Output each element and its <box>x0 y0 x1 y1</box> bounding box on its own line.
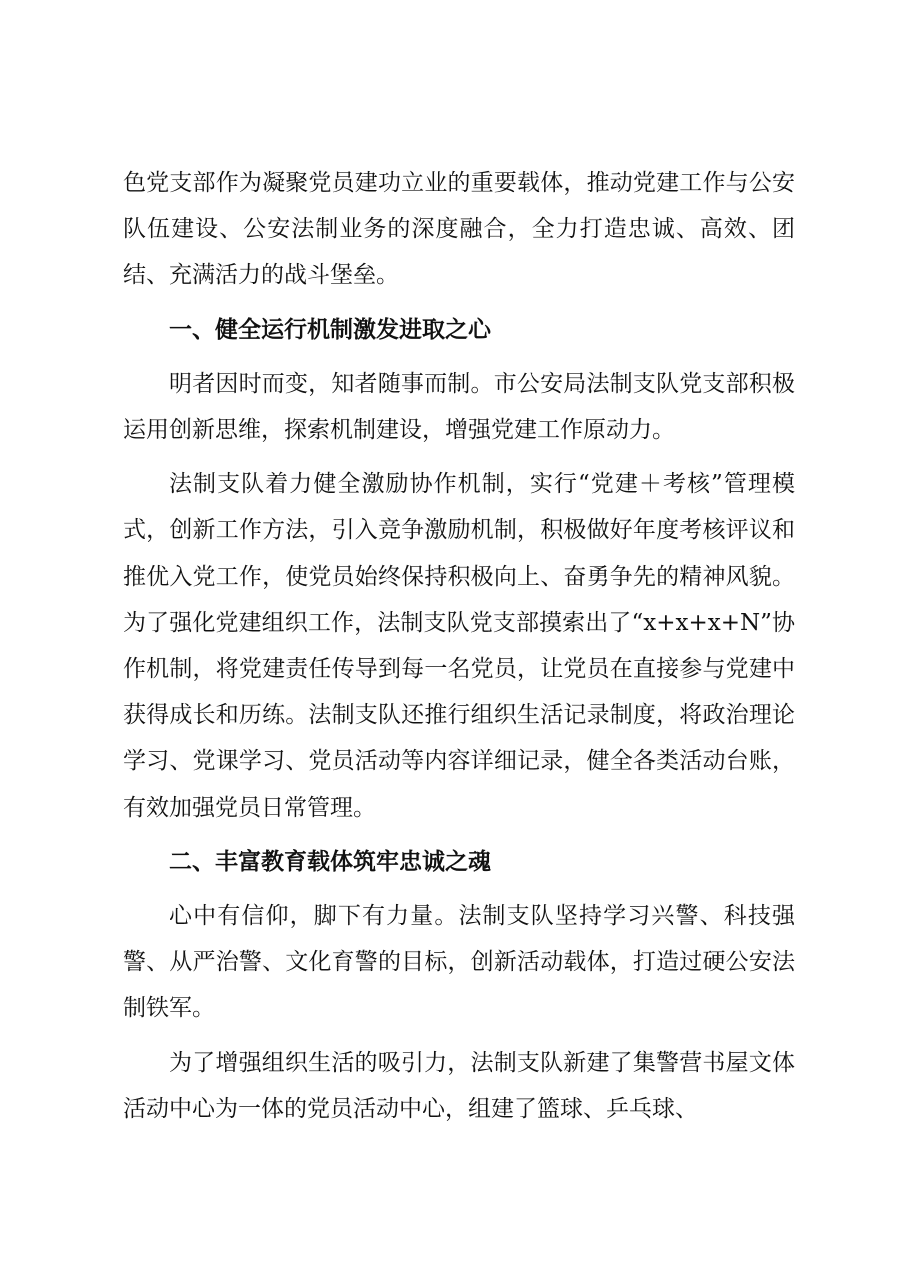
paragraph-gap <box>123 453 795 461</box>
section-heading-1: 一、健全运行机制激发进取之心 <box>169 316 491 343</box>
paragraph-continued: 色党支部作为凝聚党员建功立业的重要载体，推动党建工作与公安队伍建设、公安法制业务的深度融合，全力打造忠诚、高效、团结、充满活力的战斗堡垒。 <box>123 170 795 289</box>
document-body <box>123 160 795 1132</box>
paragraph-gap <box>123 353 795 361</box>
section-heading-2: 二、丰富教育载体筑牢忠诚之魂 <box>169 848 491 875</box>
paragraph-gap <box>123 831 795 839</box>
paragraph: 心中有信仰，脚下有力量。法制支队坚持学习兴警、科技强警、从严治警、文化育警的目标，创新活动载体，打造过硬公安法制铁军。 <box>123 903 795 1022</box>
paragraph: 法制支队着力健全激励协作机制，实行“党建＋考核”管理模式，创新工作方法，引入竞争激励机制，积极做好年度考核评议和推优入党工作，使党员始终保持积极向上、奋勇争先的精神风貌。为了强化党建组织工作，法制支队党支部摸索出了“x+x+x+N”协作机制，将党建责任传导到每一名党员，让党员在直接参与党建中获得成长和历练。法制支队还推行组织生活记录制度，将政治理论学习、党课学习、党员活动等内容详细记录，健全各类活动台账，有效加强党员日常管理。 <box>123 471 795 821</box>
paragraph-gap <box>123 299 795 307</box>
paragraph-gap <box>123 1032 795 1040</box>
paragraph: 明者因时而变，知者随事而制。市公安局法制支队党支部积极运用创新思维，探索机制建设，增强党建工作原动力。 <box>123 370 795 444</box>
paragraph-gap <box>123 885 795 893</box>
paragraph: 为了增强组织生活的吸引力，法制支队新建了集警营书屋文体活动中心为一体的党员活动中心，组建了篮球、乒乓球、 <box>123 1049 795 1122</box>
